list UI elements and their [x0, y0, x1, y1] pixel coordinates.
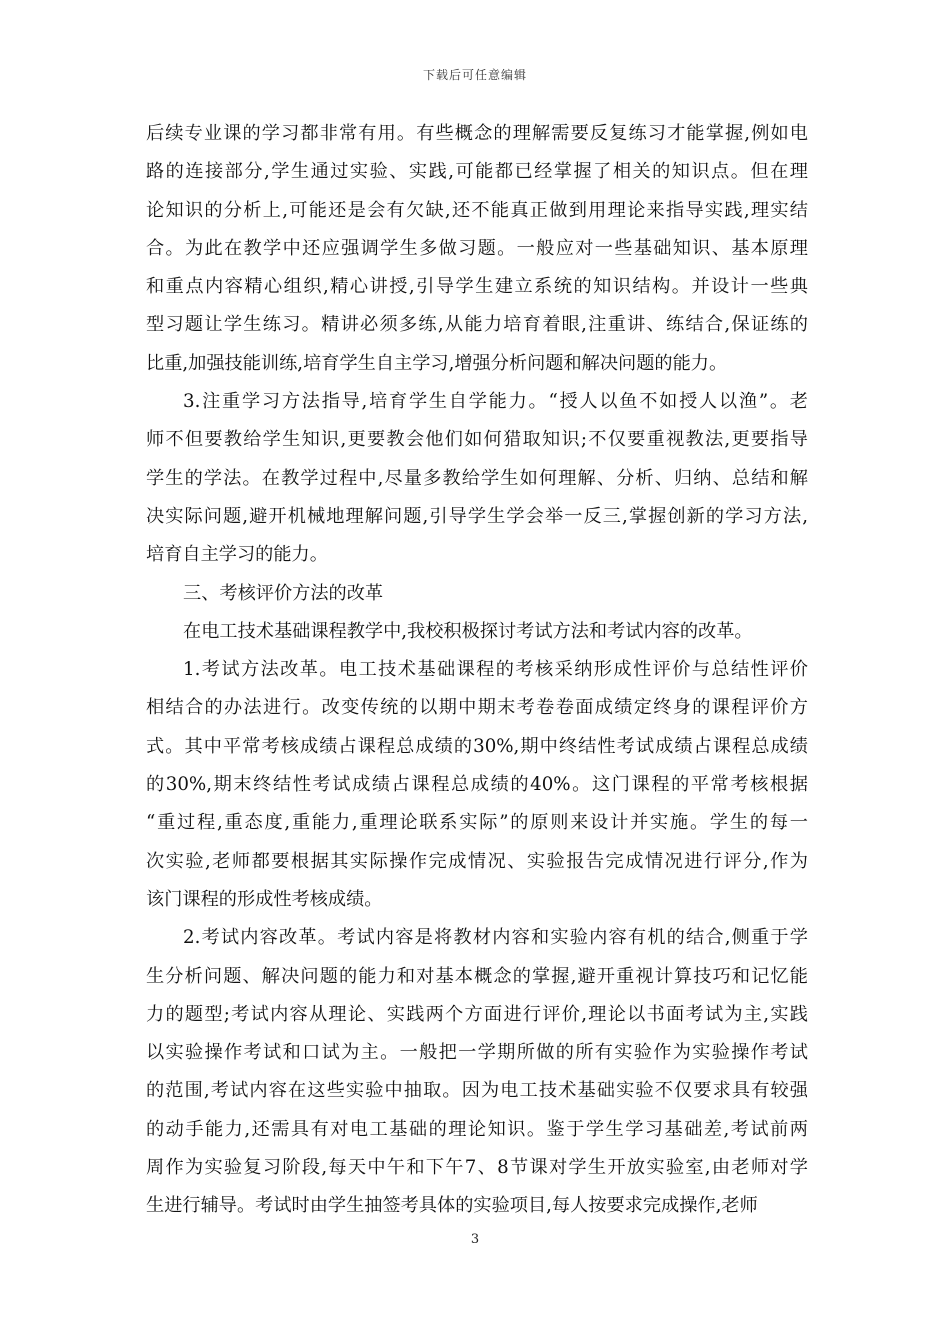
text-line: 路的连接部分,学生通过实验、实践,可能都已经掌握了相关的知识点。但在理: [146, 161, 808, 183]
text-line: 师不但要教给学生知识,更要教会他们如何猎取知识;不仅要重视教法,更要指导: [146, 429, 808, 451]
paragraph: [146, 383, 808, 574]
text-line: 决实际问题,避开机械地理解问题,引导学生学会举一反三,掌握创新的学习方法,: [146, 505, 808, 527]
text-line: 1.考试方法改革。电工技术基础课程的考核采纳形成性评价与总结性评价: [183, 659, 808, 681]
text-line: 培育自主学习的能力。: [146, 544, 328, 566]
text-line: 2.考试内容改革。考试内容是将教材内容和实验内容有机的结合,侧重于学: [183, 927, 808, 949]
page-header: 下载后可任意编辑: [422, 68, 527, 82]
text-line: 该门课程的形成性考核成绩。: [146, 888, 383, 910]
page-number: 3: [470, 1232, 480, 1247]
paragraph: [146, 613, 808, 651]
text-line: 后续专业课的学习都非常有用。有些概念的理解需要反复练习才能掌握,例如电: [146, 123, 808, 144]
text-line: 3.注重学习方法指导,培育学生自学能力。“授人以鱼不如授人以渔”。老: [183, 391, 808, 413]
paragraph: [146, 115, 808, 383]
text-line: 力的题型;考试内容从理论、实践两个方面进行评价,理论以书面考试为主,实践: [146, 1003, 808, 1025]
document-body: [146, 115, 808, 1226]
text-line: 学生的学法。在教学过程中,尽量多教给学生如何理解、分析、归纳、总结和解: [146, 467, 808, 489]
text-line: 以实验操作考试和口试为主。一般把一学期所做的所有实验作为实验操作考试: [146, 1042, 808, 1064]
text-line: 式。其中平常考核成绩占课程总成绩的30%,期中终结性考试成绩占课程总成绩: [146, 735, 808, 757]
text-line: 的30%,期末终结性考试成绩占课程总成绩的40%。这门课程的平常考核根据: [146, 774, 808, 796]
text-line: 生进行辅导。考试时由学生抽签考具体的实验项目,每人按要求完成操作,老师: [146, 1195, 758, 1217]
text-line: 次实验,老师都要根据其实际操作完成情况、实验报告完成情况进行评分,作为: [146, 850, 808, 872]
text-line: 合。为此在教学中还应强调学生多做习题。一般应对一些基础知识、基本原理: [146, 237, 808, 259]
text-line: 比重,加强技能训练,培育学生自主学习,增强分析问题和解决问题的能力。: [146, 352, 728, 374]
paragraph: [146, 651, 808, 919]
text-line: 生分析问题、解决问题的能力和对基本概念的掌握,避开重视计算技巧和记忆能: [146, 965, 808, 987]
text-line: 三、考核评价方法的改革: [183, 582, 384, 604]
paragraph: [146, 575, 808, 613]
text-line: 型习题让学生练习。精讲必须多练,从能力培育着眼,注重讲、练结合,保证练的: [146, 314, 808, 336]
text-line: 论知识的分析上,可能还是会有欠缺,还不能真正做到用理论来指导实践,理实结: [146, 199, 808, 221]
text-line: 的范围,考试内容在这些实验中抽取。因为电工技术基础实验不仅要求具有较强: [146, 1080, 808, 1102]
text-line: 和重点内容精心组织,精心讲授,引导学生建立系统的知识结构。并设计一些典: [146, 276, 808, 298]
text-line: 在电工技术基础课程教学中,我校积极探讨考试方法和考试内容的改革。: [183, 620, 753, 642]
text-line: “重过程,重态度,重能力,重理论联系实际”的原则来设计并实施。学生的每一: [146, 812, 808, 834]
text-line: 相结合的办法进行。改变传统的以期中期末考卷卷面成绩定终身的课程评价方: [146, 697, 808, 719]
text-line: 的动手能力,还需具有对电工基础的理论知识。鉴于学生学习基础差,考试前两: [146, 1118, 808, 1140]
text-line: 周作为实验复习阶段,每天中午和下午7、8节课对学生开放实验室,由老师对学: [146, 1157, 808, 1179]
paragraph: [146, 919, 808, 1225]
